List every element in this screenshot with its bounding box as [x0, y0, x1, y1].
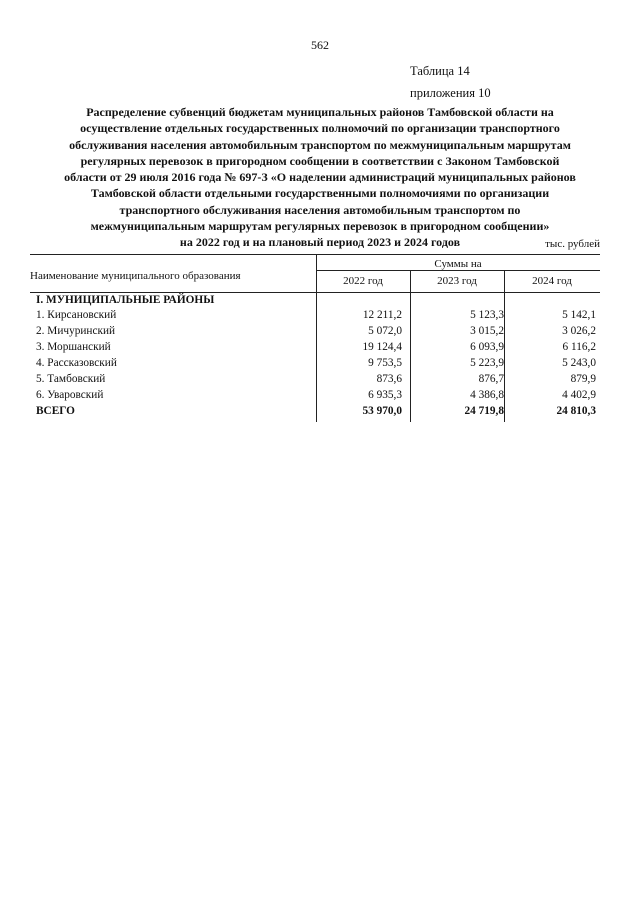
value-2022: 5 072,0: [368, 325, 402, 337]
section-title: I. МУНИЦИПАЛЬНЫЕ РАЙОНЫ: [36, 294, 215, 306]
value-2022: 9 753,5: [368, 357, 402, 369]
section-row: [36, 294, 596, 310]
heading-line: обслуживания населения автомобильным транспортом по межмуниципальным маршрутам: [69, 137, 571, 152]
table-row: [36, 309, 596, 325]
value-2022: 6 935,3: [368, 389, 402, 401]
heading-line: Тамбовской области отдельными государственными полномочиями по организации: [90, 186, 550, 201]
value-2023: 5 223,9: [470, 357, 504, 369]
table-row: [36, 373, 596, 389]
table-top-rule: [30, 254, 600, 255]
heading-line: транспортного обслуживания населения автомобильным транспортом по: [119, 202, 521, 217]
value-2024: 4 402,9: [562, 389, 596, 401]
sums-header: Суммы на: [434, 258, 482, 270]
district-name: 1. Кирсановский: [36, 309, 117, 321]
value-2024: 5 243,0: [562, 357, 596, 369]
year-header-2024: 2024 год: [532, 275, 572, 287]
header-bottom-rule: [30, 292, 600, 293]
value-2022: 19 124,4: [362, 341, 402, 353]
heading-line: осуществление отдельных государственных полномочий по организации транспортного: [80, 121, 560, 136]
units-label: тыс. рублей: [545, 238, 600, 250]
total-2023: 24 719,8: [464, 405, 504, 417]
value-2022: 12 211,2: [362, 309, 402, 321]
document-heading: [40, 104, 600, 251]
table-label: Таблица 14: [410, 64, 470, 78]
value-2023: 6 093,9: [470, 341, 504, 353]
table-row: [36, 389, 596, 405]
value-2023: 876,7: [478, 373, 504, 385]
value-2023: 4 386,8: [470, 389, 504, 401]
total-2024: 24 810,3: [556, 405, 596, 417]
value-2024: 879,9: [570, 373, 596, 385]
value-2023: 5 123,3: [470, 309, 504, 321]
heading-line: Распределение субвенций бюджетам муниципальных районов Тамбовской области на: [86, 105, 554, 119]
value-2023: 3 015,2: [470, 325, 504, 337]
district-name: 4. Рассказовский: [36, 357, 117, 369]
table-row: [36, 325, 596, 341]
page-number: 562: [311, 38, 329, 52]
district-name: 3. Моршанский: [36, 341, 111, 353]
value-2022: 873,6: [376, 373, 402, 385]
year-header-2022: 2022 год: [343, 275, 383, 287]
heading-line: на 2022 год и на плановый период 2023 и 2024 годов: [179, 235, 461, 250]
district-name: 6. Уваровский: [36, 389, 104, 401]
district-name: 2. Мичуринский: [36, 325, 116, 337]
appendix-label: приложения 10: [410, 86, 491, 100]
year-header-2023: 2023 год: [437, 275, 477, 287]
total-row: [36, 405, 596, 421]
name-column-header: Наименование муниципального образования: [30, 270, 241, 282]
table-row: [36, 341, 596, 357]
total-2022: 53 970,0: [362, 405, 402, 417]
heading-line: области от 29 июля 2016 года № 697-З «О наделении администраций муниципальных районов: [64, 170, 576, 185]
district-name: 5. Тамбовский: [36, 373, 106, 385]
value-2024: 6 116,2: [562, 341, 596, 353]
value-2024: 5 142,1: [562, 309, 596, 321]
sums-rule: [316, 270, 600, 271]
total-label: ВСЕГО: [36, 405, 75, 417]
heading-line: регулярных перевозок в пригородном сообщении в соответствии с Законом Тамбовской: [80, 153, 560, 168]
table-row: [36, 357, 596, 373]
value-2024: 3 026,2: [562, 325, 596, 337]
heading-line: межмуниципальным маршрутам регулярных перевозок в пригородном сообщении»: [90, 219, 550, 234]
